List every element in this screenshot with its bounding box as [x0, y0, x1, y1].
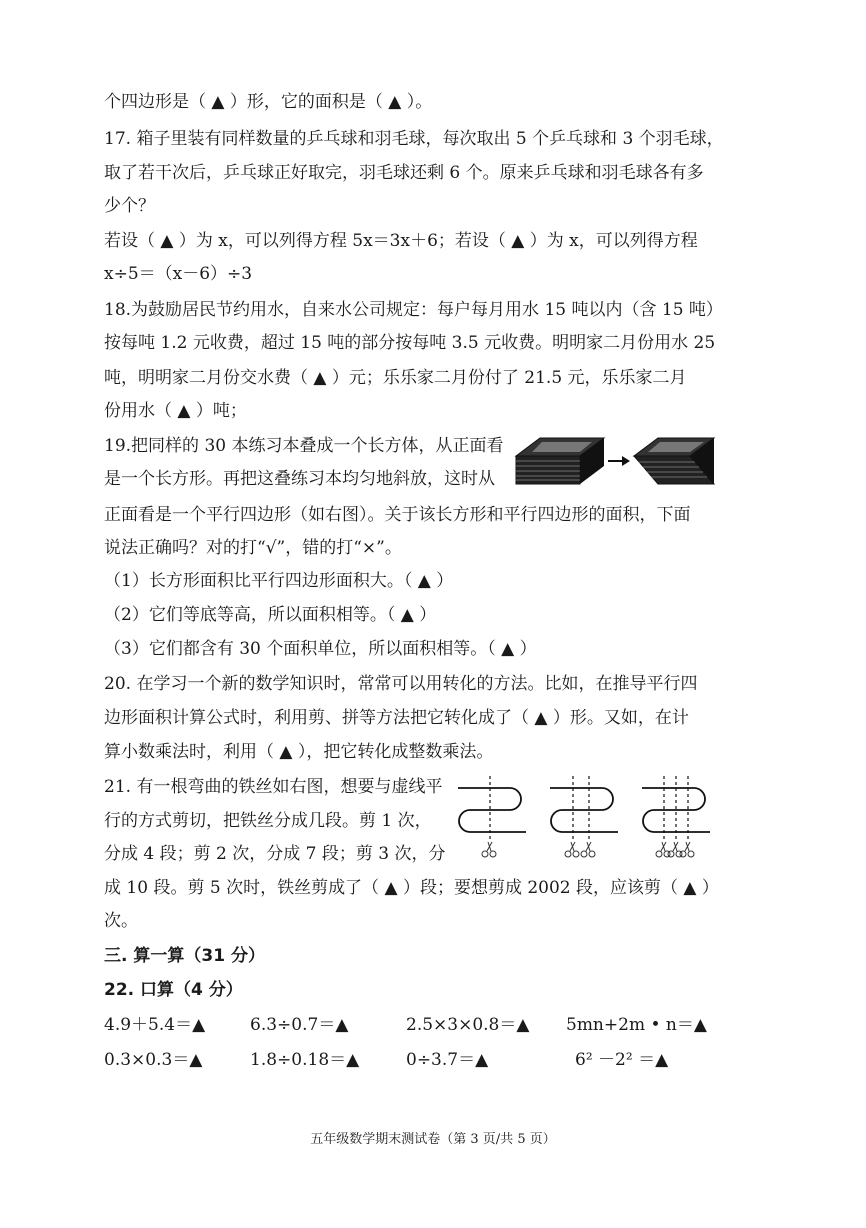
q18-line-3: 吨，明明家二月份交水费（ ▲ ）元；乐乐家二月份付了 21.5 元，乐乐家二月 [104, 368, 687, 388]
q17-line-4: 若设（ ▲ ）为 x，可以列得方程 5x＝3x＋6；若设（ ▲ ）为 x，可以列得方程 [104, 231, 698, 251]
bent-wire-cut-figure [452, 774, 714, 864]
q19-item-3: （3）它们都含有 30 个面积单位，所以面积相等。（ ▲ ） [104, 639, 537, 659]
q19-item-1: （1）长方形面积比平行四边形面积大。（ ▲ ） [104, 571, 454, 591]
exercise-book-stack-figure [512, 434, 718, 490]
q19-line-1: 19.把同样的 30 本练习本叠成一个长方体，从正面看 [104, 436, 504, 456]
mental-calc-item: 5mn+2m • n＝▲ [566, 1015, 707, 1035]
q17-line-5: x÷5＝（x－6）÷3 [104, 264, 253, 284]
scissors-icon [581, 842, 595, 857]
q21-line-5: 次。 [104, 911, 138, 931]
q18-line-2: 按每吨 1.2 元收费，超过 15 吨的部分按每吨 3.5 元收费。明明家二月份用水 25 [104, 333, 716, 353]
scissors-icon [482, 842, 496, 857]
q21-line-3: 分成 4 段；剪 2 次，分成 7 段；剪 3 次，分 [104, 844, 446, 864]
scissors-icon [565, 842, 579, 857]
q19-line-2: 是一个长方形。再把这叠练习本均匀地斜放，这时从 [104, 469, 495, 489]
page-footer: 五年级数学期末测试卷（第 3 页/共 5 页） [310, 1132, 556, 1147]
mental-calc-item: 4.9＋5.4＝▲ [104, 1015, 206, 1035]
q19-line-4: 说法正确吗？对的打“√”，错的打“×”。 [104, 538, 402, 558]
mental-calc-item: 0.3×0.3＝▲ [104, 1050, 203, 1070]
q20-line-3: 算小数乘法时，利用（ ▲ ），把它转化成整数乘法。 [104, 742, 494, 762]
q17-line-1: 17. 箱子里装有同样数量的乒乓球和羽毛球，每次取出 5 个乒乓球和 3 个羽毛球， [104, 129, 724, 149]
q19-line-3: 正面看是一个平行四边形（如右图）。关于该长方形和平行四边形的面积，下面 [104, 505, 691, 525]
q22-heading: 22. 口算（4 分） [104, 980, 243, 1000]
q19-item-2: （2）它们等底等高，所以面积相等。（ ▲ ） [104, 605, 437, 625]
q17-line-3: 少个？ [104, 196, 155, 216]
q17-line-2: 取了若干次后，乒乓球正好取完，羽毛球还剩 6 个。原来乒乓球和羽毛球各有多 [104, 163, 704, 183]
mental-calc-item: 2.5×3×0.8＝▲ [406, 1015, 530, 1035]
q18-line-4: 份用水（ ▲ ）吨； [104, 401, 247, 421]
q20-line-2: 边形面积计算公式时，利用剪、拼等方法把它转化成了（ ▲ ）形。又如，在计 [104, 708, 689, 728]
q18-line-1: 18.为鼓励居民节约用水，自来水公司规定：每户每月用水 15 吨以内（含 15 吨） [104, 300, 723, 320]
q16-continuation: 个四边形是（ ▲ ）形，它的面积是（ ▲ ）。 [104, 92, 433, 112]
mental-calc-item: 6.3÷0.7＝▲ [250, 1015, 349, 1035]
mental-calc-item: 0÷3.7＝▲ [406, 1050, 489, 1070]
mental-calc-item: 1.8÷0.18＝▲ [250, 1050, 360, 1070]
mental-calc-item: 6² －2² ＝▲ [575, 1050, 669, 1070]
q21-line-1: 21. 有一根弯曲的铁丝如右图，想要与虚线平 [104, 777, 443, 797]
q21-line-2: 行的方式剪切，把铁丝分成几段。剪 1 次， [104, 811, 432, 831]
section-three-heading: 三. 算一算（31 分） [104, 946, 265, 966]
q21-line-4: 成 10 段。剪 5 次时，铁丝剪成了（ ▲ ）段；要想剪成 2002 段，应该剪（ ▲ ） [104, 878, 719, 898]
q20-line-1: 20. 在学习一个新的数学知识时，常常可以用转化的方法。比如，在推导平行四 [104, 674, 698, 694]
